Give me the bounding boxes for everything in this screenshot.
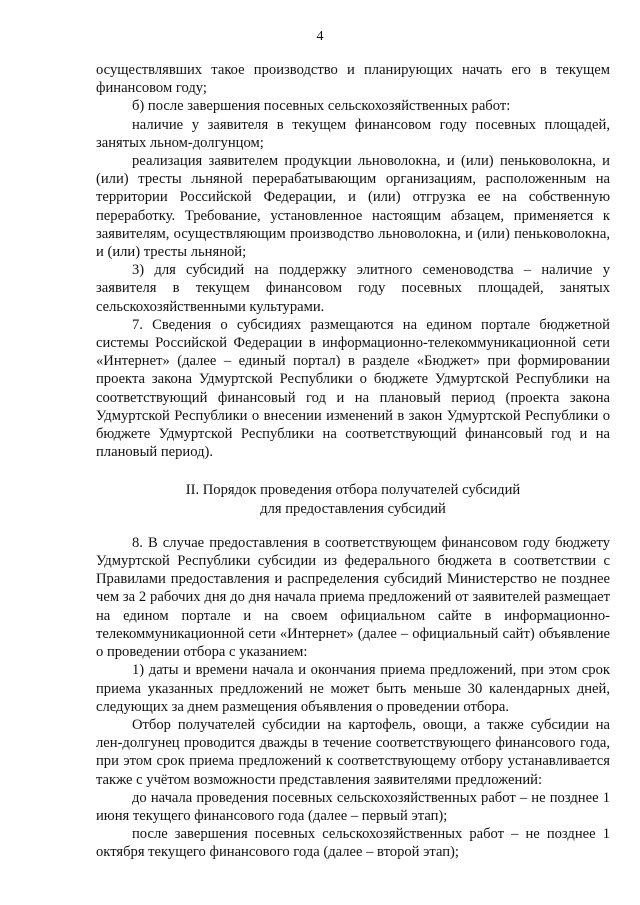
- paragraph: 1) даты и времени начала и окончания приема предложений, при этом срок приема указанных предложений не может быть меньше 30 календарных дней, следующих за днем размещения объявления о проведении отбора.: [96, 662, 610, 715]
- paragraphs-after-heading: [96, 534, 610, 862]
- page-number: 4: [316, 29, 324, 44]
- document-body: [96, 61, 610, 862]
- paragraph: 7. Сведения о субсидиях размещаются на едином портале бюджетной системы Российской Федерации в информационно-телекоммуникационной сети «Интернет» (далее – единый портал) в разделе «Бюджет» при формировании проекта закона Удмуртской Республики о бюджете Удмуртской Республики на соответствующий финансовый год и на плановый период (проекта закона Удмуртской Республики о внесении изменений в закон Удмуртской Республики о бюджете Удмуртской Республики на соответствующий финансовый год и на плановый период).: [96, 316, 610, 461]
- paragraph: наличие у заявителя в текущем финансовом году посевных площадей, занятых льном-долгунцом;: [96, 116, 610, 151]
- section-heading-line-1: II. Порядок проведения отбора получателей субсидий: [185, 482, 521, 499]
- paragraph: б) после завершения посевных сельскохозяйственных работ:: [132, 98, 511, 115]
- paragraph: осуществлявших такое производство и планирующих начать его в текущем финансовом году;: [96, 62, 610, 97]
- paragraph: до начала проведения посевных сельскохозяйственных работ – не позднее 1 июня текущего финансового года (далее – первый этап);: [96, 789, 610, 824]
- section-heading-line-2: для предоставления субсидий: [260, 500, 446, 517]
- paragraph: 3) для субсидий на поддержку элитного семеноводства – наличие у заявителя в текущем финансовом году посевных площадей, занятых сельскохозяйственными культурами.: [96, 262, 610, 315]
- paragraph: 8. В случае предоставления в соответствующем финансовом году бюджету Удмуртской Республики субсидии из федерального бюджета в соответствии с Правилами предоставления и распределения субсидий Министерство не позднее чем за 2 рабочих дня до дня начала приема предложений от заявителей размещает на едином портале и на своем официальном сайте в информационно-телекоммуникационной сети «Интернет» (далее – официальный сайт) объявление о проведении отбора с указанием:: [96, 534, 610, 661]
- section-heading: [96, 481, 610, 517]
- paragraphs-before-heading: [96, 61, 610, 461]
- paragraph: после завершения посевных сельскохозяйственных работ – не позднее 1 октября текущего финансового года (далее – второй этап);: [96, 826, 610, 861]
- paragraph: реализация заявителем продукции льноволокна, и (или) пеньковолокна, и (или) тресты льняной перерабатывающим организациям, расположенным на территории Российской Федерации, и (или) отгрузка ее на собственную переработку. Требование, установленное настоящим абзацем, применяется к заявителям, осуществляющим производство льноволокна, и (или) пеньковолокна, и (или) тресты льняной;: [96, 153, 610, 261]
- paragraph: Отбор получателей субсидии на картофель, овощи, а также субсидии на лен-долгунец проводится дважды в течение соответствующего финансового года, при этом срок приема предложений к соответствующему отбору устанавливается также с учётом возможности представления заявителями предложений:: [96, 716, 610, 788]
